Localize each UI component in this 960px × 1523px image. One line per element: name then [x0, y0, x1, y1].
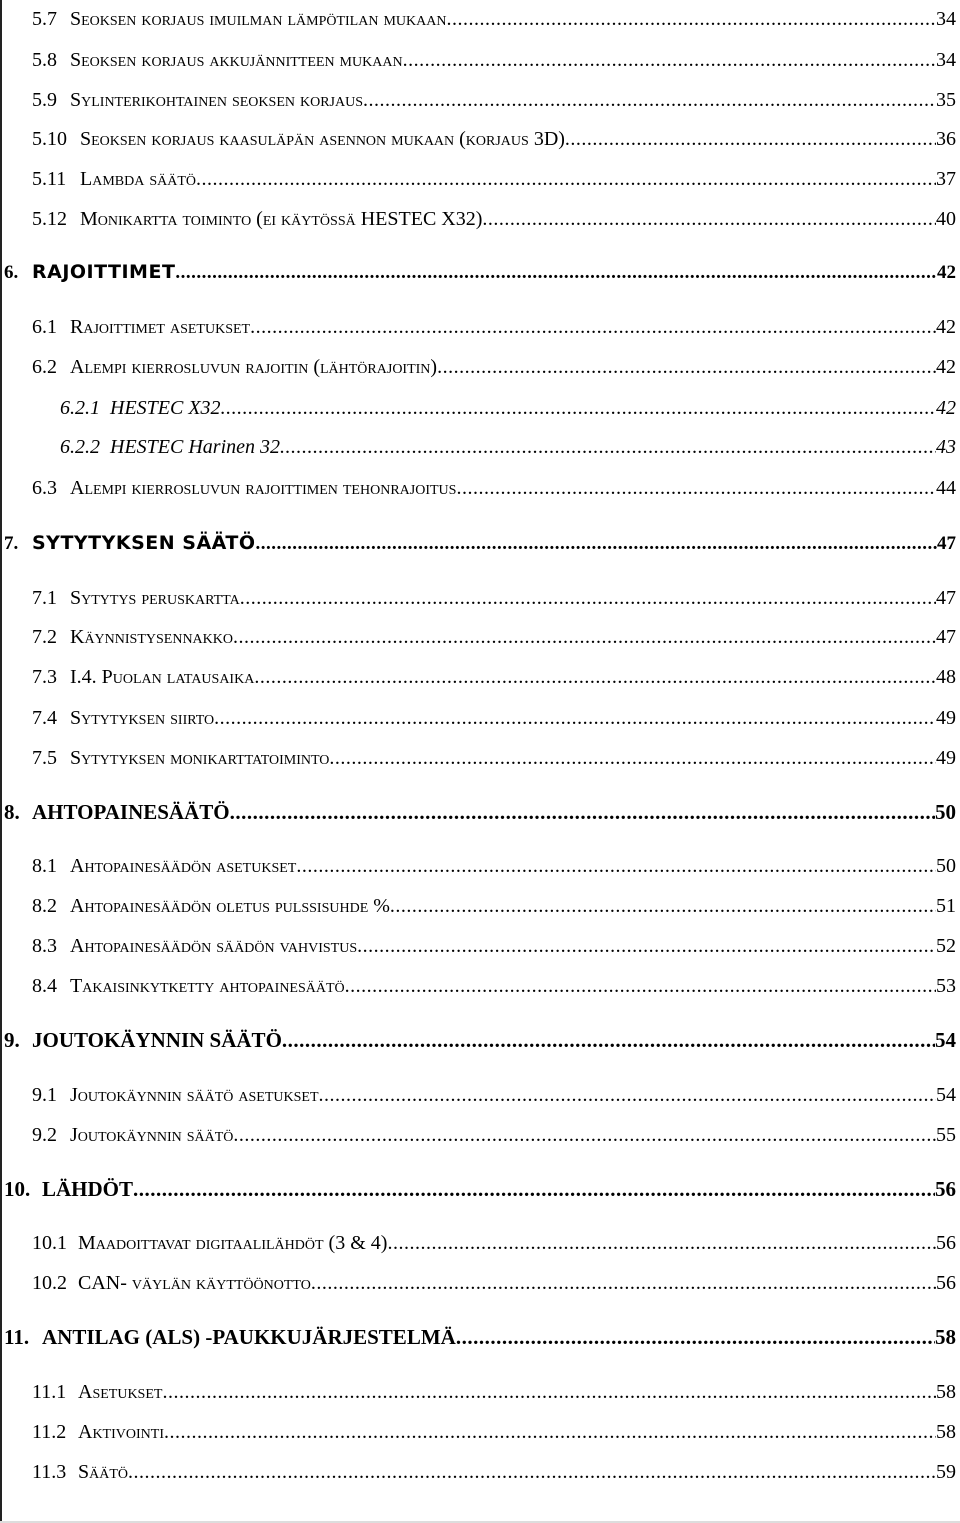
toc-title: Ahtopainesäädön säädön vahvistus [70, 935, 358, 957]
toc-entry-10-2[interactable] [32, 1268, 956, 1298]
toc-leader-dots [329, 743, 936, 773]
toc-entry-6-2-2[interactable] [60, 432, 956, 462]
toc-title: Säätö [78, 1461, 129, 1483]
toc-leader-dots [164, 1417, 936, 1447]
toc-leader-dots [565, 124, 936, 154]
toc-page-number: 44 [936, 477, 956, 499]
toc-number: 6.1 [32, 316, 57, 338]
toc-title: HESTEC X32 [110, 397, 221, 419]
toc-title: Seoksen korjaus kaasuläpän asennon mukaan (korjaus 3D) [80, 128, 565, 150]
toc-page-number: 56 [935, 1177, 956, 1201]
toc-number: 7.4 [32, 707, 57, 729]
toc-number: 8.1 [32, 855, 57, 877]
toc-page-number: 50 [936, 855, 956, 877]
toc-entry-7-5[interactable] [32, 743, 956, 773]
toc-page-number: 55 [936, 1124, 956, 1146]
toc-page-number: 48 [936, 666, 956, 688]
toc-leader-dots [446, 4, 936, 34]
toc-page-number: 47 [937, 533, 956, 554]
toc-page-number: 54 [936, 1084, 956, 1106]
toc-entry-6-1[interactable] [32, 312, 956, 342]
toc-number: 11.3 [32, 1461, 67, 1483]
toc-number: 5.12 [32, 208, 67, 230]
toc-entry-5-11[interactable] [32, 164, 956, 194]
toc-number: 6.2.2 [60, 436, 100, 458]
toc-page-number: 40 [936, 208, 956, 230]
toc-leader-dots [230, 797, 935, 827]
toc-title: HESTEC Harinen 32 [110, 436, 280, 458]
toc-page-number: 56 [936, 1232, 956, 1254]
toc-leader-dots [387, 1228, 936, 1258]
toc-entry-11-1[interactable] [32, 1377, 956, 1407]
toc-entry-5-10[interactable] [32, 124, 956, 154]
toc-page-number: 51 [936, 895, 956, 917]
toc-number: 9.2 [32, 1124, 57, 1146]
toc-number: 11.2 [32, 1421, 67, 1443]
toc-entry-7-3[interactable] [32, 662, 956, 692]
toc-title: CAN- väylän käyttöönotto [78, 1272, 311, 1294]
toc-number: 6.2 [32, 356, 57, 378]
toc-title: Seoksen korjaus akkujännitteen mukaan [70, 49, 403, 71]
toc-entry-7[interactable] [4, 528, 956, 558]
toc-page-number: 43 [936, 436, 956, 458]
toc-entry-5-12[interactable] [32, 204, 956, 234]
toc-title: Sytytyksen monikarttatoiminto [70, 747, 330, 769]
toc-entry-8[interactable] [4, 797, 956, 827]
toc-title: Joutokäynnin säätö asetukset [70, 1084, 319, 1106]
toc-number: 5.9 [32, 89, 57, 111]
toc-leader-dots [456, 1322, 935, 1352]
toc-leader-dots [437, 352, 936, 382]
toc-number: 10. [4, 1177, 31, 1201]
toc-entry-5-9[interactable] [32, 85, 956, 115]
toc-entry-8-1[interactable] [32, 851, 956, 881]
toc-entry-9-1[interactable] [32, 1080, 956, 1110]
toc-entry-8-3[interactable] [32, 931, 956, 961]
toc-entry-7-4[interactable] [32, 703, 956, 733]
toc-title: Seoksen korjaus imuilman lämpötilan mukaan [70, 8, 447, 30]
toc-title: Joutokäynnin säätö [70, 1124, 234, 1146]
toc-entry-8-4[interactable] [32, 971, 956, 1001]
toc-leader-dots [128, 1457, 936, 1487]
toc-leader-dots [214, 703, 936, 733]
toc-title: LÄHDÖT [42, 1177, 134, 1201]
toc-number: 11. [4, 1325, 30, 1349]
toc-title: AHTOPAINESÄÄTÖ [32, 800, 230, 824]
toc-page-number: 34 [936, 49, 956, 71]
toc-number: 8.4 [32, 975, 57, 997]
toc-page-number: 42 [937, 262, 956, 283]
toc-title: Sytytys peruskartta [70, 587, 240, 609]
toc-leader-dots [233, 1120, 936, 1150]
toc-page-number: 54 [935, 1028, 956, 1052]
toc-title: Takaisinkytketty ahtopainesäätö [70, 975, 345, 997]
toc-number: 7. [4, 533, 19, 554]
toc-title: ANTILAG (ALS) -PAUKKUJÄRJESTELMÄ [42, 1325, 456, 1349]
toc-title: Ahtopainesäädön asetukset [70, 855, 297, 877]
toc-leader-dots [162, 1377, 936, 1407]
toc-page-number: 47 [936, 587, 956, 609]
toc-title: Sytytyksen siirto [70, 707, 215, 729]
toc-title: Monikartta toiminto (ei käytössä HESTEC X32) [80, 208, 483, 230]
toc-number: 6.2.1 [60, 397, 100, 419]
toc-number: 8. [4, 800, 20, 824]
toc-number: 8.2 [32, 895, 57, 917]
toc-page-number: 52 [936, 935, 956, 957]
toc-title: I.4. Puolan latausaika [70, 666, 255, 688]
toc-leader-dots [357, 931, 936, 961]
toc-number: 5.11 [32, 168, 67, 190]
toc-page-number: 49 [936, 707, 956, 729]
toc-page-number: 58 [936, 1381, 956, 1403]
toc-number: 9.1 [32, 1084, 57, 1106]
toc-page-number: 47 [936, 626, 956, 648]
toc-number: 7.1 [32, 587, 57, 609]
toc-title: Rajoittimet asetukset [70, 316, 251, 338]
toc-number: 11.1 [32, 1381, 67, 1403]
toc-page-number: 49 [936, 747, 956, 769]
toc-entry-6-3[interactable] [32, 473, 956, 503]
toc-entry-5-7[interactable] [32, 4, 956, 34]
toc-number: 5.10 [32, 128, 67, 150]
toc-leader-dots [456, 473, 936, 503]
toc-leader-dots [319, 1080, 936, 1110]
toc-entry-8-2[interactable] [32, 891, 956, 921]
toc-title: Lambda säätö [80, 168, 197, 190]
toc-page-number: 37 [936, 168, 956, 190]
toc-page-number: 59 [936, 1461, 956, 1483]
toc-page-number: 36 [936, 128, 956, 150]
toc-number: 7.2 [32, 626, 57, 648]
toc-entry-5-8[interactable] [32, 45, 956, 75]
toc-leader-dots [254, 662, 936, 692]
toc-leader-dots [363, 85, 936, 115]
toc-leader-dots [282, 1025, 935, 1055]
toc-leader-dots [133, 1174, 935, 1204]
toc-leader-dots [296, 851, 936, 881]
toc-leader-dots [233, 622, 936, 652]
toc-entry-6-2[interactable] [32, 352, 956, 382]
toc-page-number: 34 [936, 8, 956, 30]
toc-leader-dots [390, 891, 936, 921]
toc-leader-dots [311, 1268, 936, 1298]
toc-title: Asetukset [78, 1381, 163, 1403]
toc-title: SYTYTYKSEN SÄÄTÖ [32, 532, 256, 554]
toc-title: Aktivointi [78, 1421, 164, 1443]
toc-leader-dots [175, 258, 937, 288]
toc-entry-10-1[interactable] [32, 1228, 956, 1258]
toc-number: 10.1 [32, 1232, 67, 1254]
toc-entry-7-2[interactable] [32, 622, 956, 652]
toc-number: 5.7 [32, 8, 57, 30]
toc-leader-dots [240, 583, 936, 613]
toc-leader-dots [221, 393, 936, 423]
toc-page-number: 42 [936, 397, 956, 419]
toc-leader-dots [196, 164, 936, 194]
toc-title: Käynnistysennakko [70, 626, 233, 648]
toc-page-number: 42 [936, 316, 956, 338]
toc-title: Alempi kierrosluvun rajoittimen tehonrajoitus [70, 477, 457, 499]
toc-number: 10.2 [32, 1272, 67, 1294]
toc-leader-dots [280, 432, 936, 462]
toc-leader-dots [403, 45, 936, 75]
toc-leader-dots [345, 971, 936, 1001]
toc-entry-10[interactable] [4, 1174, 956, 1204]
toc-entry-11[interactable] [4, 1322, 956, 1352]
toc-leader-dots [482, 204, 936, 234]
toc-page-number: 35 [936, 89, 956, 111]
toc-page-number: 56 [936, 1272, 956, 1294]
toc-page-number: 50 [935, 800, 956, 824]
toc-entry-6-2-1[interactable] [60, 393, 956, 423]
toc-number: 7.3 [32, 666, 57, 688]
toc-leader-dots [250, 312, 936, 342]
toc-title: RAJOITTIMET [32, 261, 176, 283]
toc-title: Maadoittavat digitaalilähdöt (3 & 4) [78, 1232, 388, 1254]
toc-title: Alempi kierrosluvun rajoitin (lähtörajoitin) [70, 356, 438, 378]
toc-number: 6.3 [32, 477, 57, 499]
toc-page-number: 58 [935, 1325, 956, 1349]
toc-entry-7-1[interactable] [32, 583, 956, 613]
toc-number: 6. [4, 262, 19, 283]
toc-number: 9. [4, 1028, 20, 1052]
toc-title: Sylinterikohtainen seoksen korjaus [70, 89, 363, 111]
toc-entry-9-2[interactable] [32, 1120, 956, 1150]
toc-entry-11-3[interactable] [32, 1457, 956, 1487]
toc-leader-dots [256, 529, 937, 559]
toc-title: Ahtopainesäädön oletus pulssisuhde % [70, 895, 390, 917]
toc-page-number: 53 [936, 975, 956, 997]
toc-entry-9[interactable] [4, 1025, 956, 1055]
toc-number: 7.5 [32, 747, 57, 769]
toc-title: JOUTOKÄYNNIN SÄÄTÖ [32, 1028, 282, 1052]
toc-entry-11-2[interactable] [32, 1417, 956, 1447]
toc-page-number: 42 [936, 356, 956, 378]
toc-number: 5.8 [32, 49, 57, 71]
toc-entry-6[interactable] [4, 257, 956, 287]
toc-page-number: 58 [936, 1421, 956, 1443]
toc-number: 8.3 [32, 935, 57, 957]
